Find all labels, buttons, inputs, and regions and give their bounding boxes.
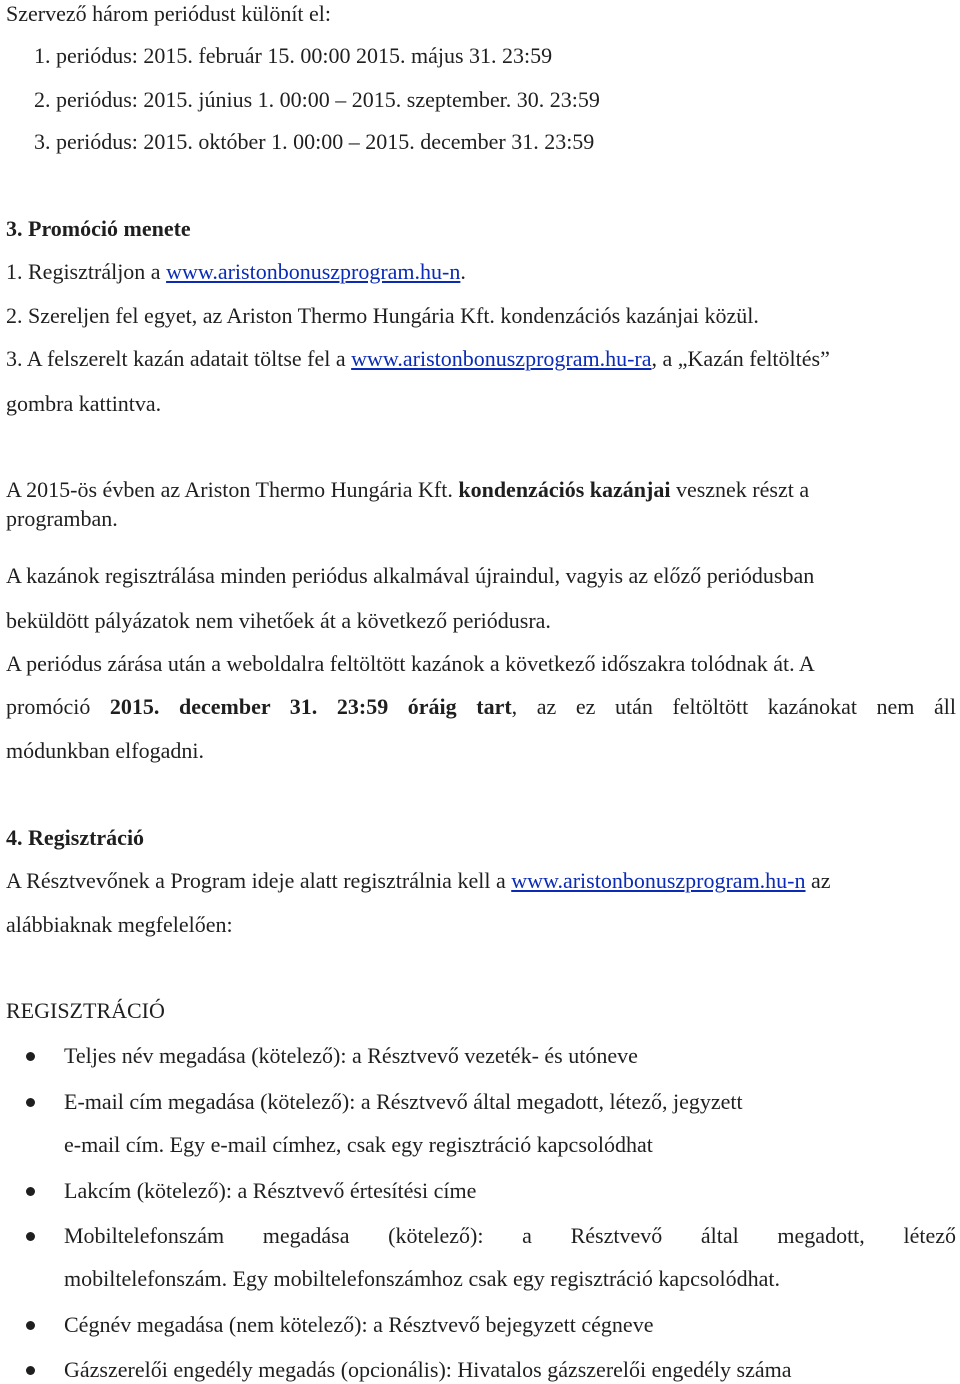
promo-deadline: 2015. december 31. 23:59 óráig tart xyxy=(109,694,512,719)
period-close-line-2 xyxy=(6,693,956,721)
registration-intro-continuation: alábbiaknak megfelelően: xyxy=(6,912,233,937)
bullet-item-gas-license: Gázszerelői engedély megadás (opcionális): Hivatalos gázszerelői engedély száma xyxy=(64,1357,792,1382)
step-3 xyxy=(6,345,830,373)
registration-intro-text: A Résztvevőnek a Program ideje alatt regisztrálnia kell a xyxy=(6,868,512,893)
bullet-item-address: Lakcím (kötelező): a Résztvevő értesítési címe xyxy=(64,1178,477,1203)
bullet-item-name: Teljes név megadása (kötelező): a Résztvevő vezeték- és utóneve xyxy=(64,1043,638,1068)
bullet-icon xyxy=(26,1321,35,1330)
step-1-text: 1. Regisztráljon a xyxy=(6,259,167,284)
promo-text: promóció xyxy=(6,694,110,719)
section-4-heading: 4. Regisztráció xyxy=(6,825,145,850)
step-1-suffix: . xyxy=(460,259,466,284)
bullet-icon xyxy=(26,1232,35,1241)
period-3: 3. periódus: 2015. október 1. 00:00 – 2015. december 31. 23:59 xyxy=(34,129,595,154)
bullet-item-email-continuation: e-mail cím. Egy e-mail címhez, csak egy regisztráció kapcsolódhat xyxy=(64,1132,653,1157)
bullet-item-email: E-mail cím megadása (kötelező): a Résztvevő által megadott, létező, jegyzett xyxy=(64,1089,743,1114)
section-3-heading: 3. Promóció menete xyxy=(6,216,191,241)
registration-subheading: REGISZTRÁCIÓ xyxy=(6,998,165,1023)
registration-intro-suffix: az xyxy=(805,868,831,893)
period-2: 2. periódus: 2015. június 1. 00:00 – 2015. szeptember. 30. 23:59 xyxy=(34,87,600,112)
participation-text: A 2015-ös évben az Ariston Thermo Hungária Kft. xyxy=(6,477,459,502)
participation-suffix: vesznek részt a xyxy=(670,477,810,502)
step-3-suffix: , a „Kazán feltöltés” xyxy=(651,346,830,371)
period-close-line-1: A periódus zárása után a weboldalra feltöltött kazánok a következő időszakra tolódnak át. A xyxy=(6,651,815,676)
promo-suffix: , az ez után feltöltött kazánokat nem áll xyxy=(511,694,956,719)
bullet-icon xyxy=(26,1052,35,1061)
intro-text: Szervező három periódust különít el: xyxy=(6,1,332,26)
registration-intro xyxy=(6,867,831,895)
bullet-item-phone-continuation: mobiltelefonszám. Egy mobiltelefonszámhoz csak egy regisztráció kapcsolódhat. xyxy=(64,1266,780,1291)
ariston-link-2[interactable]: www.aristonbonuszprogram.hu-ra xyxy=(351,346,652,371)
bullet-item-phone: Mobiltelefonszám megadása (kötelező): a Résztvevő által megadott, létező xyxy=(64,1223,956,1248)
bullet-item-company: Cégnév megadása (nem kötelező): a Résztvevő bejegyzett cégneve xyxy=(64,1312,654,1337)
step-3-continuation: gombra kattintva. xyxy=(6,391,162,416)
period-close-line-3: módunkban elfogadni. xyxy=(6,738,204,763)
ariston-link-3[interactable]: www.aristonbonuszprogram.hu-n xyxy=(511,868,806,893)
bullet-icon xyxy=(26,1187,35,1196)
ariston-link-1[interactable]: www.aristonbonuszprogram.hu-n xyxy=(166,259,461,284)
period-1: 1. periódus: 2015. február 15. 00:00 2015. május 31. 23:59 xyxy=(34,43,553,68)
step-3-text: 3. A felszerelt kazán adatait töltse fel a xyxy=(6,346,352,371)
step-1 xyxy=(6,258,466,286)
participation-line xyxy=(6,476,809,504)
registration-reset-line-1: A kazánok regisztrálása minden periódus alkalmával újraindul, vagyis az előző periódusban xyxy=(6,563,815,588)
step-2: 2. Szereljen fel egyet, az Ariston Thermo Hungária Kft. kondenzációs kazánjai közül. xyxy=(6,303,759,328)
bullet-icon xyxy=(26,1098,35,1107)
participation-bold: kondenzációs kazánjai xyxy=(458,477,671,502)
bullet-icon xyxy=(26,1366,35,1375)
participation-continuation: programban. xyxy=(6,506,118,531)
registration-reset-line-2: beküldött pályázatok nem vihetőek át a következő periódusra. xyxy=(6,608,551,633)
